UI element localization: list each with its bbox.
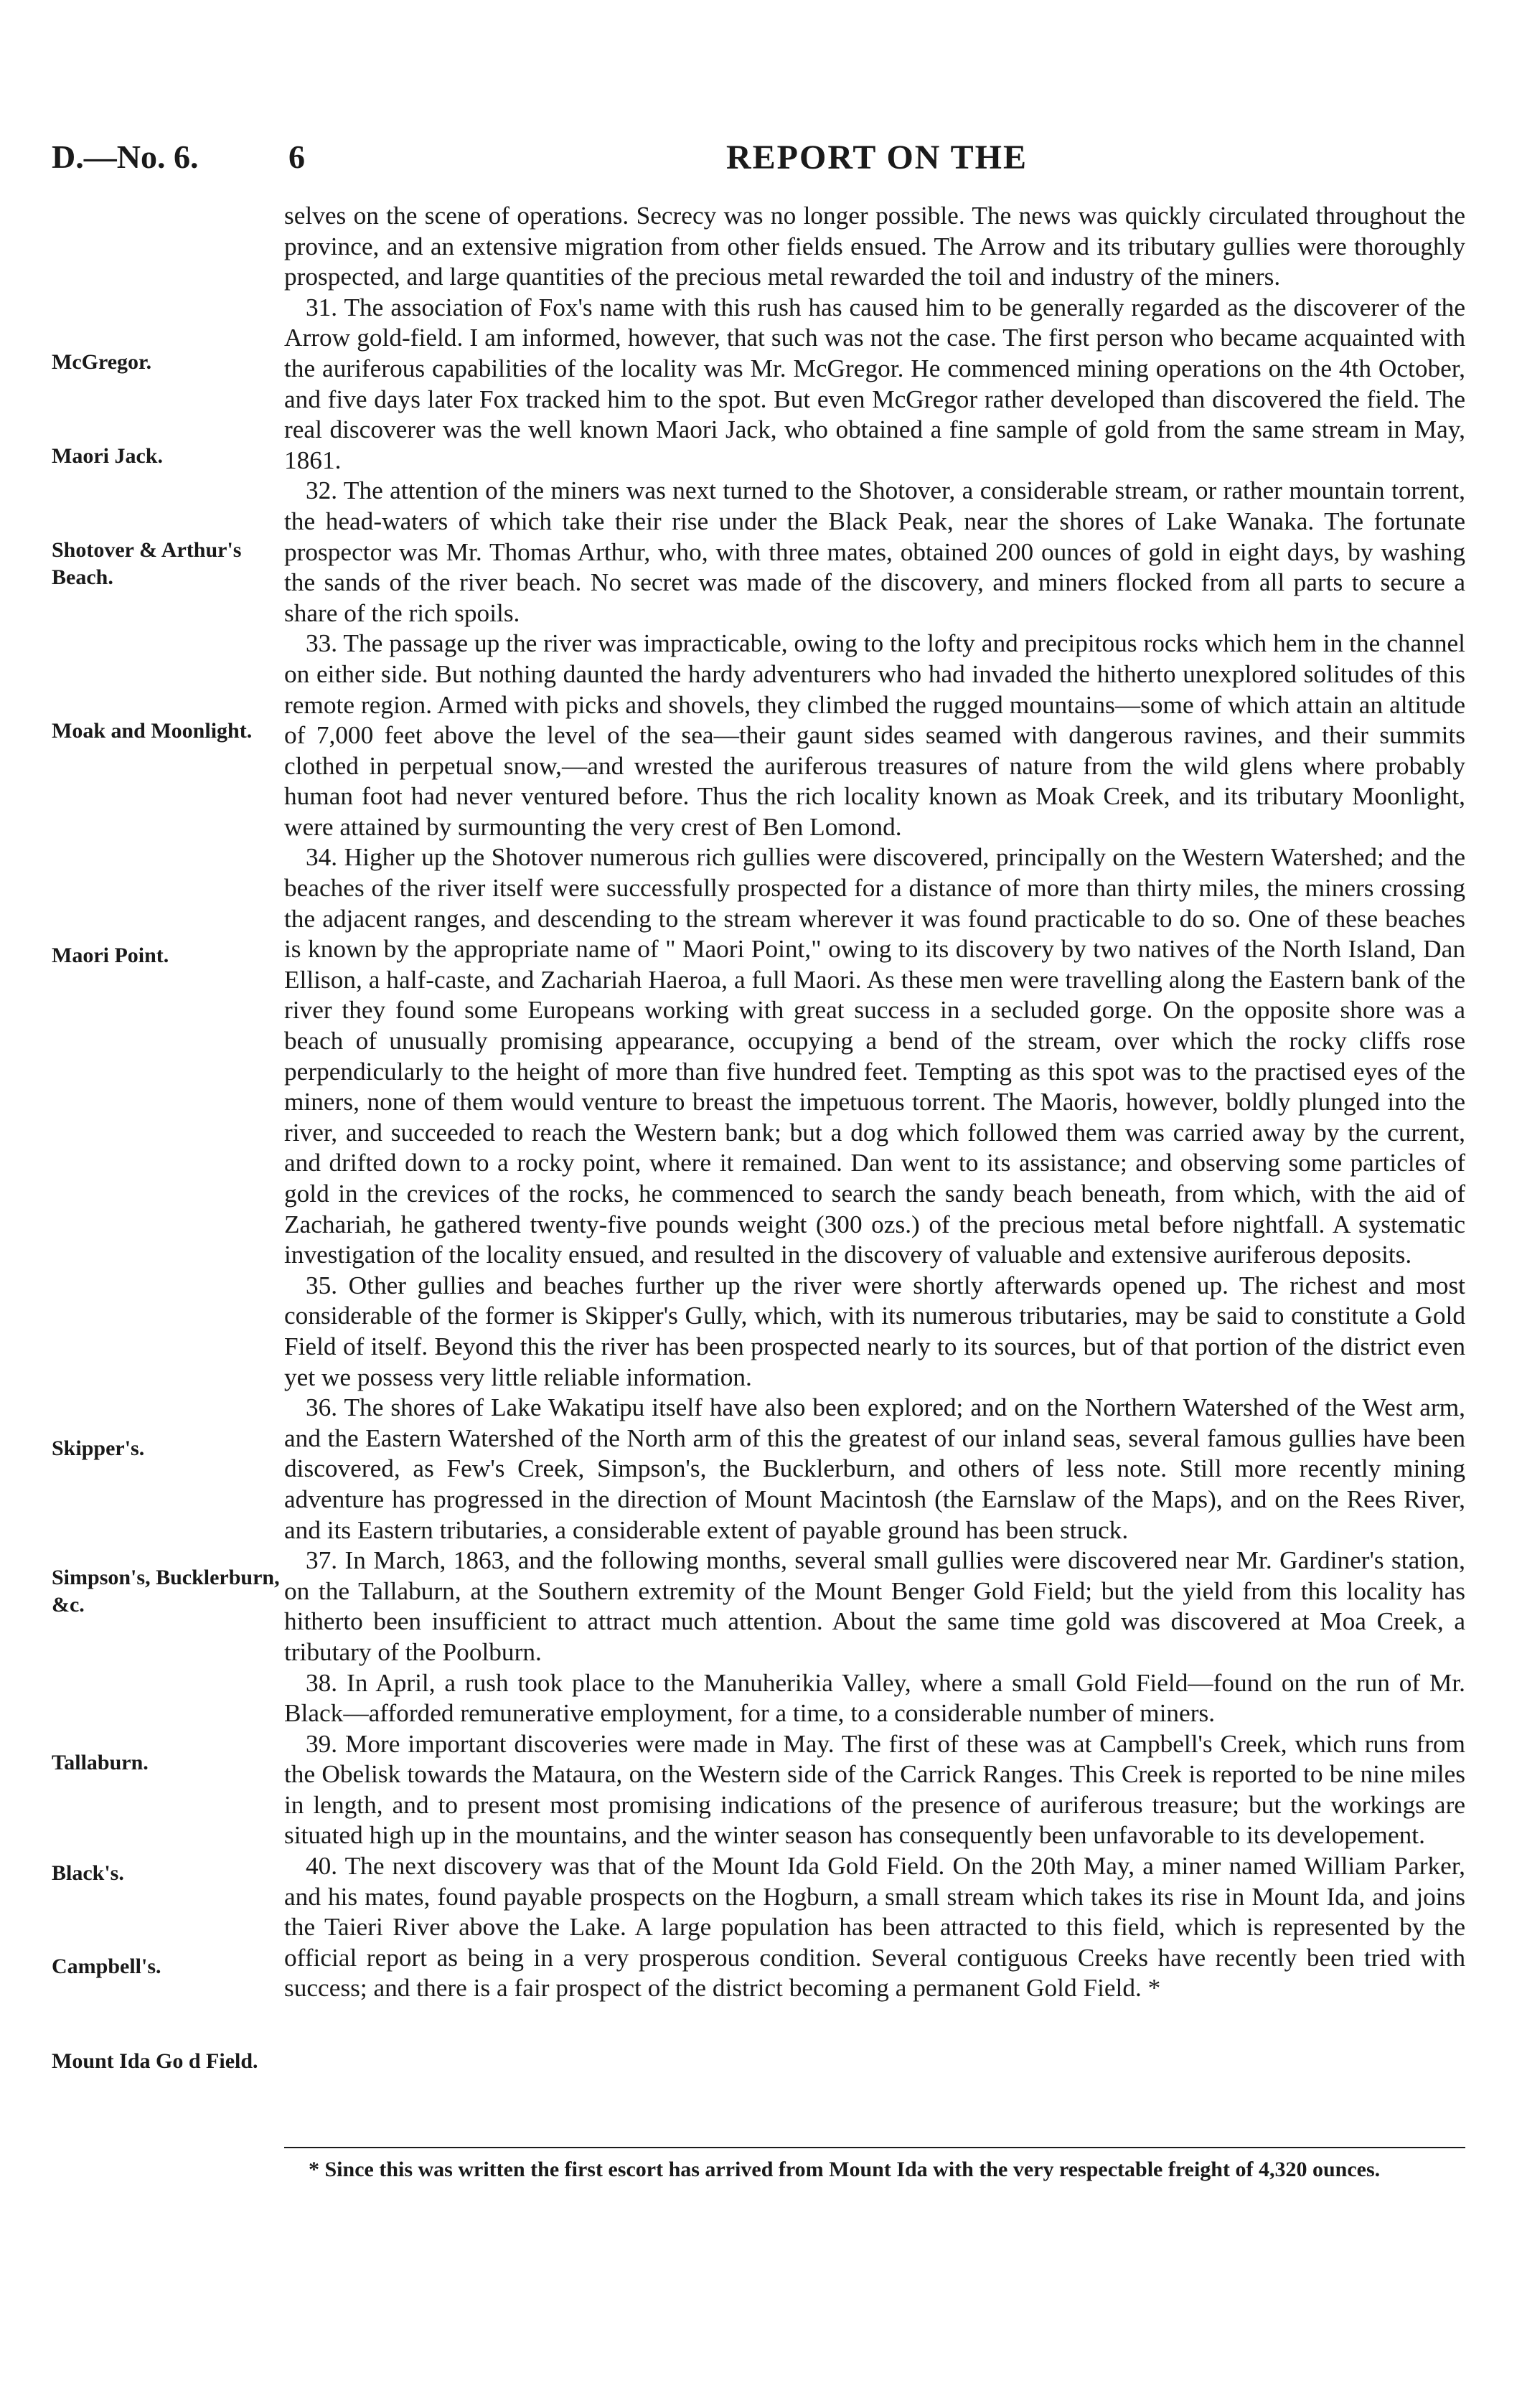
margin-note-tallaburn: Tallaburn. — [52, 1751, 149, 1774]
margin-note-blacks: Black's. — [52, 1861, 124, 1885]
margin-note-moak-moonlight: Moak and Moonlight. — [52, 719, 253, 743]
margin-note-campbells: Campbell's. — [52, 1955, 161, 1978]
footnote: * Since this was written the first escort has arrived from Mount Ida with the very respectable freight of 4,320 ounces. — [309, 2158, 1381, 2181]
paragraph-33: 33. The passage up the river was impracticable, owing to the lofty and precipitous rocks which hem in the channel on either side. But nothing daunted the hardy adventurers who had invaded the hitherto unexplored solitudes of this remote region. Armed with picks and shovels, they climbed the rugged mountains—some of which attain an altitude of 7,000 feet above the level of the sea—their gaunt sides seamed with dangerous ravines, and their summits clothed in perpetual snow,—and wrested the auriferous treasures of nature from the wild glens where probably human foot had never ventured before. Thus the rich locality known as Moak Creek, and its tributary Moonlight, were attained by surmounting the very crest of Ben Lomond. — [284, 629, 1465, 841]
paragraph-36: 36. The shores of Lake Wakatipu itself have also been explored; and on the Northern Watershed of the West arm, and the Eastern Watershed of the North arm of this the greatest of our inland seas, several famous gullies have been discovered, as Few's Creek, Simpson's, the Bucklerburn, and others of less note. Still more recently mining adventure has progressed in the direction of Mount Macintosh (the Earnslaw of the Maps), and on the Rees River, and its Eastern tributaries, a considerable extent of payable ground has been struck. — [284, 1393, 1465, 1544]
paragraph-40: 40. The next discovery was that of the Mount Ida Gold Field. On the 20th May, a miner named William Parker, and his mates, found payable prospects on the Hogburn, a small stream which takes its rise in Mount Ida, and joins the Taieri River above the Lake. A large population has been attracted to this field, which is represented by the official report as being in a very prosperous condition. Several contiguous Creeks have recently been tried with success; and there is a fair prospect of the district becoming a permanent Gold Field. * — [284, 1852, 1465, 2003]
margin-note-simpsons-bucklerburn: Simpson's, Bucklerburn, &c. — [52, 1566, 280, 1617]
document-reference: D.—No. 6. — [52, 138, 199, 175]
page-number: 6 — [288, 138, 305, 175]
paragraph-31: 31. The association of Fox's name with this rush has caused him to be generally regarded as the discoverer of the Arrow gold-field. I am informed, however, that such was not the case. The first person who became acquainted with the auriferous capabilities of the locality was Mr. McGregor. He commenced mining operations on the 4th October, and five days later Fox tracked him to the spot. But even McGregor rather developed than discovered the field. The real discoverer was the well known Maori Jack, who obtained a fine sample of gold from the same stream in May, 1861. — [284, 293, 1465, 474]
running-title: REPORT ON THE — [726, 138, 1028, 177]
page-header — [52, 138, 1480, 181]
margin-note-mount-ida-gold-field: Mount Ida Go d Field. — [52, 2049, 258, 2073]
footnote-divider — [284, 2147, 1465, 2148]
paragraph-32: 32. The attention of the miners was next turned to the Shotover, a considerable stream, or rather mountain torrent, the head-waters of which take their rise under the Black Peak, near the shores of Lake Wanaka. The fortunate prospector was Mr. Thomas Arthur, who, with three mates, obtained 200 ounces of gold in eight days, by washing the sands of the river beach. No secret was made of the discovery, and miners flocked from all parts to secure a share of the rich spoils. — [284, 476, 1465, 627]
margin-note-maori-point: Maori Point. — [52, 944, 169, 967]
margin-note-shotover-arthurs-beach: Shotover & Arthur's Beach. — [52, 538, 242, 589]
paragraph-38: 38. In April, a rush took place to the Manuherikia Valley, where a small Gold Field—found on the run of Mr. Black—afforded remunerative employment, for a time, to a considerable number of miners. — [284, 1668, 1465, 1728]
body-text — [284, 201, 1465, 2004]
paragraph-continuation: selves on the scene of operations. Secrecy was no longer possible. The news was quickly circulated throughout the province, and an extensive migration from other fields ensued. The Arrow and its tributary gullies were thoroughly prospected, and large quantities of the precious metal rewarded the toil and industry of the miners. — [284, 202, 1465, 291]
margin-note-maori-jack: Maori Jack. — [52, 444, 163, 468]
margin-note-mcgregor: McGregor. — [52, 350, 152, 374]
paragraph-39: 39. More important discoveries were made in May. The first of these was at Campbell's Creek, which runs from the Obelisk towards the Mataura, on the Western side of the Carrick Ranges. This Creek is reported to be nine miles in length, and to present most promising indications of the presence of auriferous treasure; but the workings are situated high up in the mountains, and the winter season has consequently been unfavorable to its developement. — [284, 1729, 1465, 1850]
paragraph-37: 37. In March, 1863, and the following months, several small gullies were discovered near Mr. Gardiner's station, on the Tallaburn, at the Southern extremity of the Mount Benger Gold Field; but the yield from this locality has hitherto been insufficient to attract much attention. About the same time gold was discovered at Moa Creek, a tributary of the Poolburn. — [284, 1546, 1465, 1666]
paragraph-34: 34. Higher up the Shotover numerous rich gullies were discovered, principally on the Western Watershed; and the beaches of the river itself were successfully prospected for a distance of more than thirty miles, the miners crossing the adjacent ranges, and descending to the stream wherever it was found practicable to do so. One of these beaches is known by the appropriate name of " Maori Point," owing to its discovery by two natives of the North Island, Dan Ellison, a half-caste, and Zachariah Haeroa, a full Maori. As these men were travelling along the Eastern bank of the river they found some Europeans working with great success in a secluded gorge. On the opposite shore was a beach of unusually promising appearance, occupying a bend of the stream, over which the rocky cliffs rose perpendicularly to the height of more than five hundred feet. Tempting as this spot was to the practised eyes of the miners, none of them would venture to breast the impetuous torrent. The Maoris, however, boldly plunged into the river, and succeeded to reach the Western bank; but a dog which followed them was carried away by the current, and drifted down to a rocky point, where it remained. Dan went to its assistance; and observing some particles of gold in the crevices of the rocks, he commenced to search the sandy beach beneath, from which, with the aid of Zachariah, he gathered twenty-five pounds weight (300 ozs.) of the precious metal before nightfall. A systematic investigation of the locality ensued, and resulted in the discovery of valuable and extensive auriferous deposits. — [284, 843, 1465, 1269]
paragraph-35: 35. Other gullies and beaches further up the river were shortly afterwards opened up. The richest and most considerable of the former is Skipper's Gully, which, with its numerous tributaries, may be said to constitute a Gold Field of itself. Beyond this the river has been prospected nearly to its sources, but of that portion of the district even yet we possess very little reliable information. — [284, 1271, 1465, 1391]
margin-note-skippers: Skipper's. — [52, 1436, 145, 1460]
